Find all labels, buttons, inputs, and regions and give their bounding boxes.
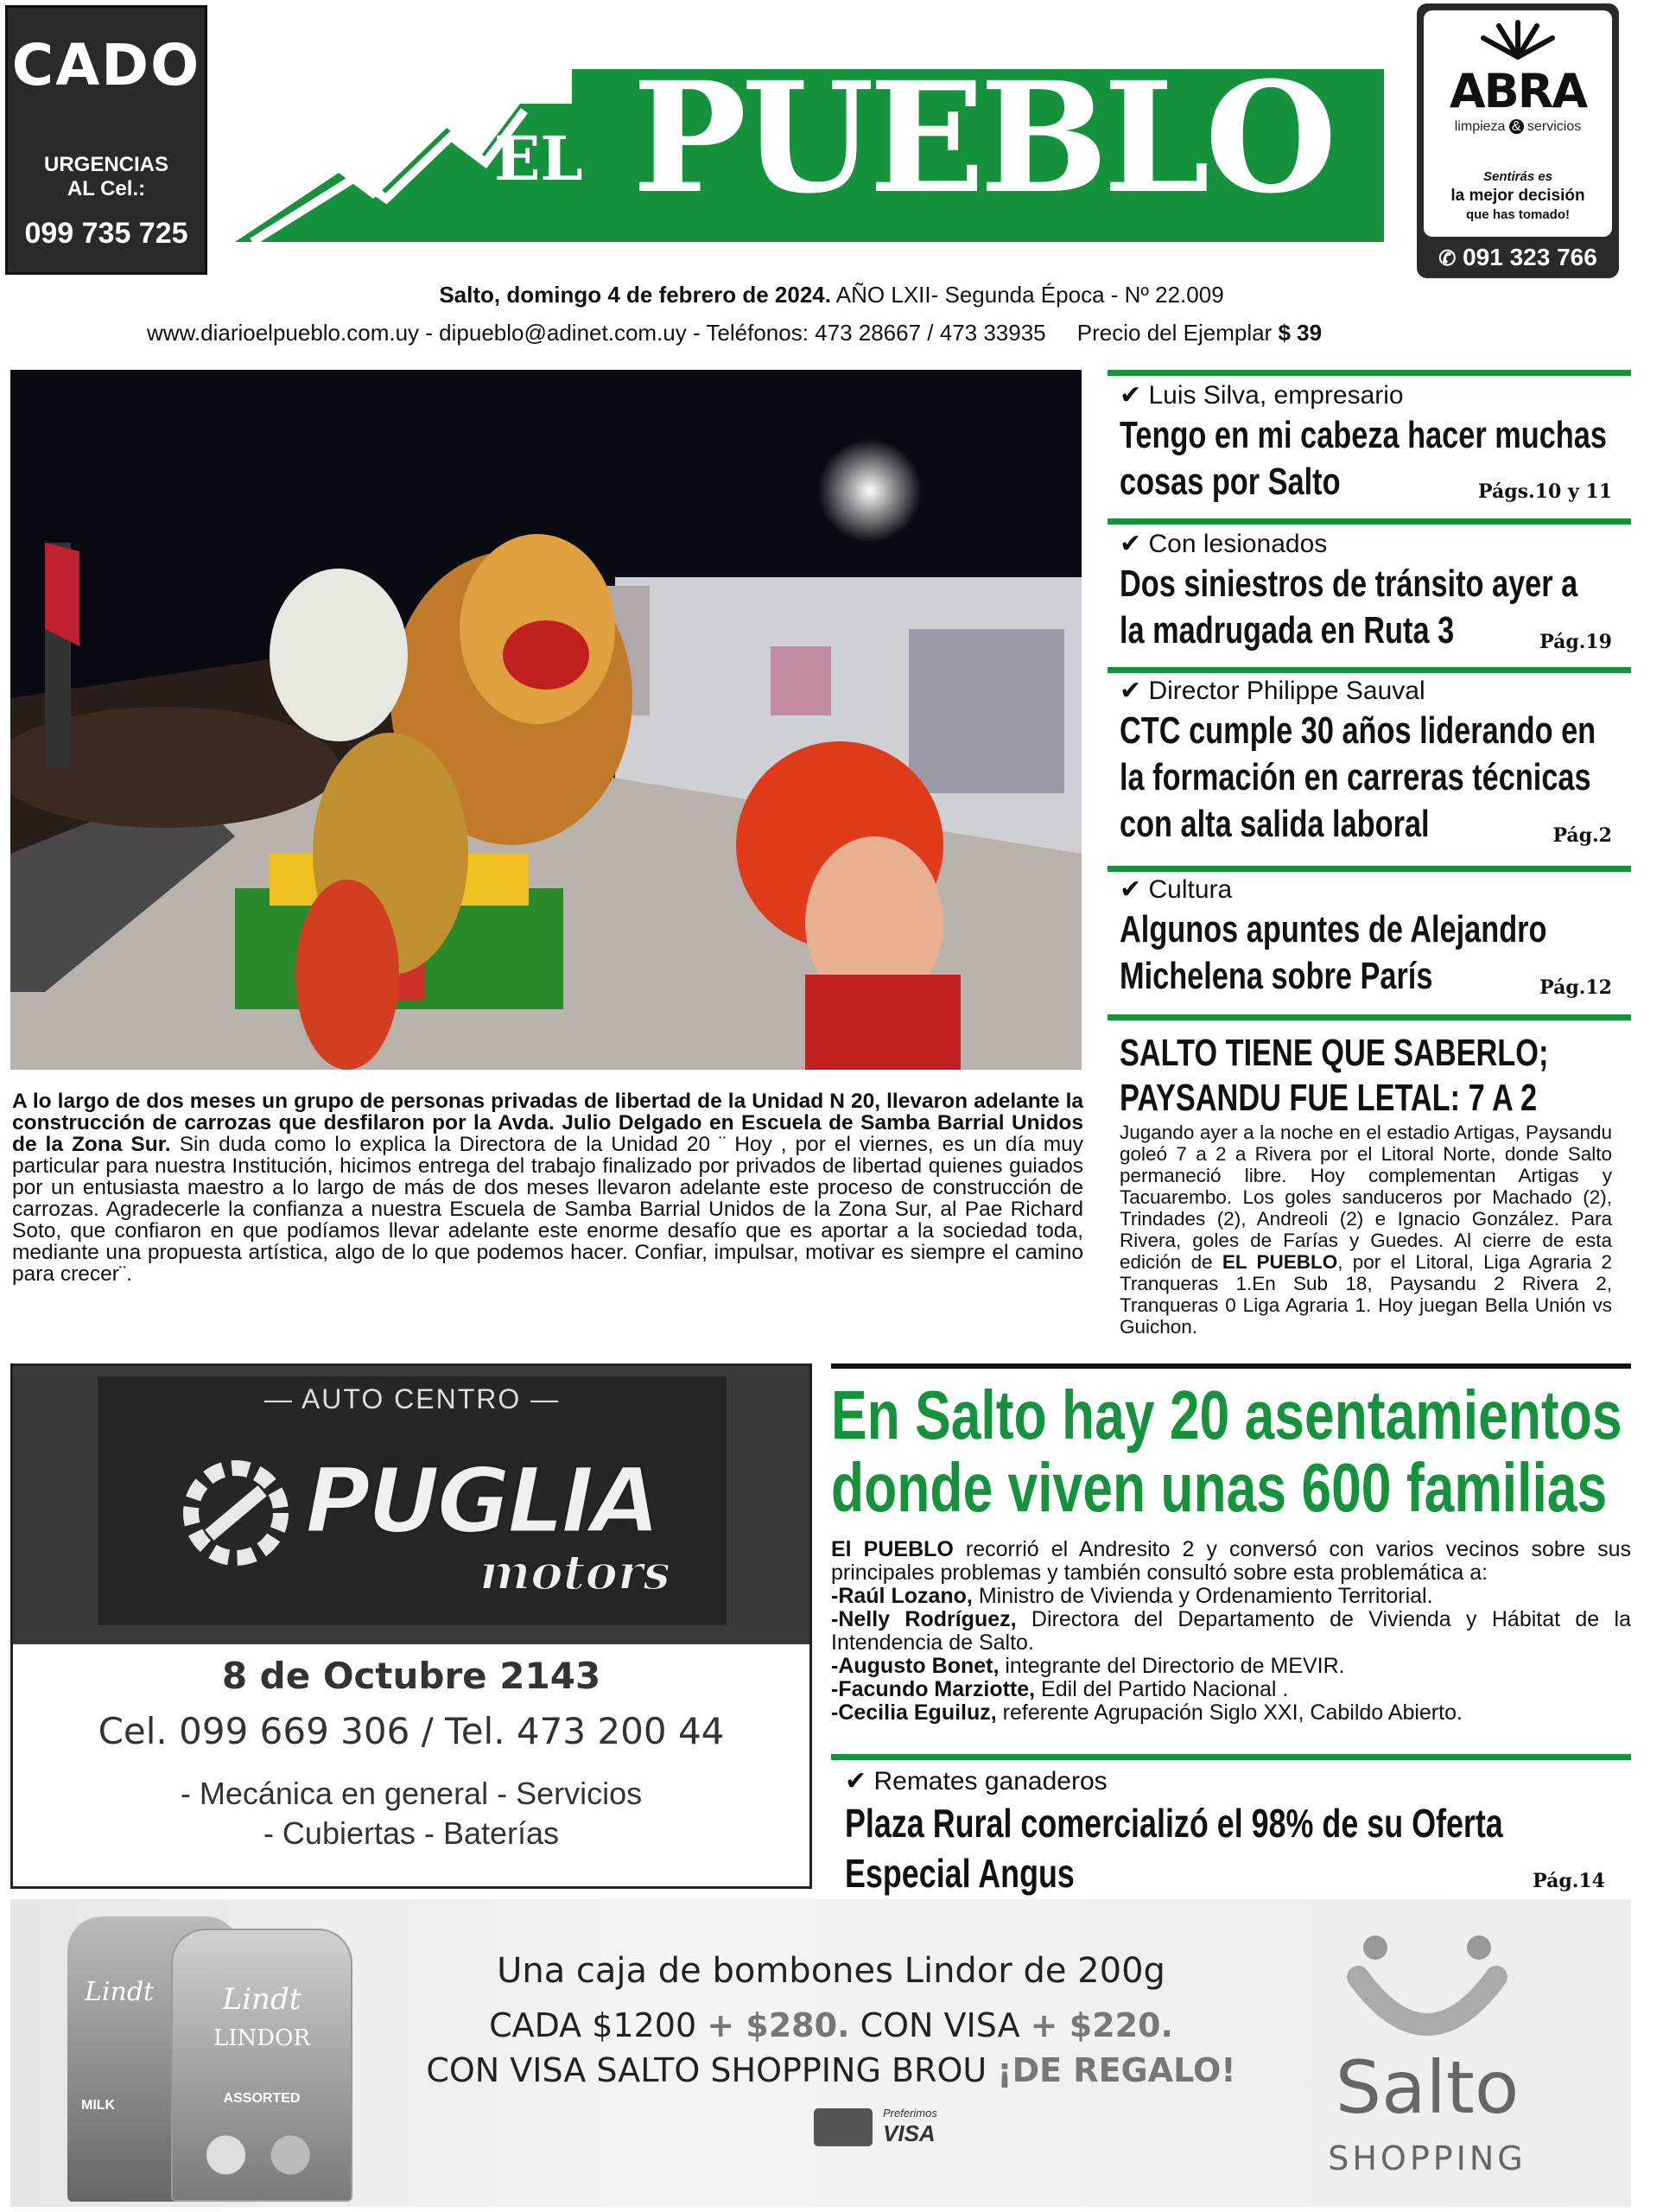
cado-al-cel: AL Cel.: [67,177,146,200]
abra-phone-row [1417,244,1619,271]
person-name: -Augusto Bonet, [831,1654,1000,1678]
remates-headline-line1: Plaza Rural comercializó el 98% de su Oferta [845,1801,1503,1846]
lindt-price-extra: + $280. [707,2006,850,2044]
sidebar-kicker: ✔ Director Philippe Sauval [1120,677,1425,705]
main-person [831,1608,1631,1655]
sidebar-headline-line1: Tengo en mi cabeza hacer muchas [1120,414,1607,456]
sidebar-kicker: ✔ Luis Silva, empresario [1120,381,1404,410]
sidebar-headline-line1: Algunos apuntes de Alejandro [1120,908,1547,950]
abra-logo: ABRA [1449,64,1587,118]
sports-body [1120,1122,1612,1338]
sidebar-headline-line2: la formación en carreras técnicas [1120,756,1591,798]
sports-story[interactable] [1120,1032,1612,1338]
abra-phone: 091 323 766 [1463,244,1597,270]
abra-tagline [1424,119,1612,135]
sidebar-headline-line1: CTC cumple 30 años liderando en [1120,709,1596,752]
abra-sun-icon [1475,17,1561,60]
person-role: integrante del Directorio de MEVIR. [999,1654,1345,1678]
lindt-line2 [390,2006,1272,2044]
lindt-offer: CON VISA SALTO SHOPPING BROU [426,2051,998,2089]
lindt-ad [10,1899,1631,2207]
sidebar-headline-line2: la madrugada en Ruta 3 [1120,609,1455,652]
card-visa: VISA [883,2120,936,2146]
contact-line [147,320,1495,346]
remates-kicker: ✔ Remates ganaderos [845,1767,1108,1796]
cado-ad [5,5,207,275]
dateline-date: Salto, domingo 4 de febrero de 2024. [439,282,831,308]
sidebar-rule-1 [1108,518,1631,524]
cado-logo: CADO [11,32,201,99]
abra-tagline-amp: & [1509,119,1524,134]
puglia-services1: - Mecánica en general - Servicios [180,1776,643,1811]
puglia-address: 8 de Octubre 2143 [221,1655,601,1697]
puglia-ad [10,1363,812,1889]
main-intro-bold: El PUEBLO [831,1537,954,1561]
sidebar-kicker: ✔ Con lesionados [1120,530,1328,558]
sidebar-page: Págs.10 y 11 [1478,480,1612,503]
sidebar-headline-line2: Michelena sobre París [1120,955,1433,997]
caption-body: Sin duda como lo explica la Directora de la Unidad 20 ¨ Hoy , por el viernes, es un día muy particular para nuestra Institución, hicimos entrega del trabajo finalizado por privados de libertad quienes guiados por un entusiasta maestro a lo largo de más de dos meses llevaron adelante este proceso de construcción de carrozas. Agradecerle la confianza a nuestra Escuela de Samba Barrial Unidos de la Zona Sur, al Pae Richard Soto, que confiaron en que podíamos llevar adelante este enorme desafío que es aportar a la sociedad toda, mediante una propuesta artística, algo de lo que podemos hacer. Confiar, impulsar, motivar es siempre el camino para crecer¨. [12,1133,1083,1286]
box-brand-front: Lindt [222,1982,301,2017]
sports-title-line1: SALTO TIENE QUE SABERLO; [1120,1032,1549,1074]
person-role: Edil del Partido Nacional . [1035,1677,1289,1701]
sports-title-line2: PAYSANDU FUE LETAL: 7 A 2 [1120,1077,1538,1119]
abra-ad [1417,3,1619,278]
sidebar-story-2[interactable] [1120,676,1612,866]
person-role: Directora del Departamento de Vivienda y Hábitat de la Intendencia de Salto. [831,1607,1631,1655]
caption-lead: A lo largo de dos meses un grupo de personas privadas de libertad de la Unidad N 20, llevaron adelante la construcción de carrozas que desfilaron por la Avda. Julio Delgado en Escuela de Samba Barrial Unidos de la Zona Sur. [12,1090,1083,1156]
sidebar-rule-2 [1108,667,1631,673]
cado-phone: 099 735 725 [24,217,188,250]
chocolate-balls [190,2120,333,2190]
abra-tagline-a: limpieza [1454,119,1506,134]
lindt-line1: Una caja de bombones Lindor de 200g [497,1951,1165,1991]
dateline [0,282,1663,308]
puglia-phones: Cel. 099 669 306 / Tel. 473 200 44 [98,1710,725,1752]
sep3 [1052,320,1071,346]
box-flavor-milk: MILK [81,2098,116,2113]
main-headline-line2: donde viven unas 600 familias [831,1449,1608,1526]
box-brand-back: Lindt [85,1977,155,2007]
person-name: -Raúl Lozano, [831,1584,973,1608]
main-intro-text: recorrió el Andresito 2 y conversó con varios vecinos sobre sus principales problemas y también consultó sobre esta problemática a: [831,1537,1631,1585]
sidebar-kicker: ✔ Cultura [1120,875,1233,904]
abra-tagline-b: servicios [1527,119,1582,134]
main-person [831,1655,1631,1678]
person-role: Ministro de Vivienda y Ordenamiento Territorial. [972,1584,1433,1608]
main-person [831,1701,1631,1725]
abra-slogan1: Sentirás es [1482,169,1553,184]
sidebar-page: Pág.2 [1552,824,1612,847]
main-story[interactable] [831,1376,1631,1725]
main-person [831,1585,1631,1608]
sports-body-a: Jugando ayer a la noche en el estadio Artigas, Paysandu goleó 7 a 2 a Rivera por el Litoral Norte, donde Salto permaneció libre. Hoy complementan Artigas y Tacuarembo. Los goles sanduceros por Machado (2), Trindades (2), Andreoli (2) e Ignacio González. Para Rivera, goles de Farías y Guedes. Al cierre de esta edición de [1120,1122,1612,1273]
person-role: referente Agrupación Siglo XXI, Cabildo Abierto. [996,1700,1463,1725]
sidebar-rule-0 [1108,370,1631,376]
sidebar-story-0[interactable] [1120,380,1612,518]
carnival-photo [10,370,1082,1070]
sep2: - [692,320,707,346]
puglia-auto-centro: — AUTO CENTRO — [263,1383,561,1414]
main-intro [831,1538,1631,1585]
lindt-gift: ¡DE REGALO! [997,2051,1236,2089]
lindt-visa-label: CON VISA [849,2006,1031,2044]
puglia-services2: - Cubiertas - Baterías [263,1815,560,1851]
remates-story[interactable] [845,1766,1605,1896]
abra-slogan3: que has tomado! [1465,207,1570,222]
puglia-logo: PUGLIA [305,1448,657,1554]
sidebar-story-1[interactable] [1120,529,1612,667]
abra-slogan2: la mejor decisión [1450,187,1585,205]
sidebar-page: Pág.19 [1539,631,1612,653]
photo-caption [12,1090,1083,1285]
sep1: - [425,320,440,346]
person-name: -Nelly Rodríguez, [831,1607,1017,1631]
main-headline-line1: En Salto hay 20 asentamientos [831,1376,1622,1453]
salto-shopping-logo-icon [1341,1934,1514,2046]
dateline-edition: AÑO LXII- Segunda Época - Nº 22.009 [831,282,1224,308]
puglia-logo-motors: motors [479,1544,670,1601]
masthead-pueblo: PUEBLO [632,48,1332,227]
sidebar-headline-line2: cosas por Salto [1120,461,1341,503]
remates-headline-line2: Especial Angus [845,1851,1075,1896]
sidebar-story-3[interactable] [1120,874,1612,1013]
main-story-rule [831,1363,1631,1369]
lindt-price: CADA $1200 [489,2006,708,2044]
lindt-line3 [390,2051,1272,2089]
masthead [235,48,1384,242]
contact-phones: Teléfonos: 473 28667 / 473 33935 [706,320,1046,346]
salto-shopping-name: Salto [1335,2045,1520,2130]
contact-email[interactable]: dipueblo@adinet.com.uy [439,320,687,346]
visa-card-icon [814,2108,873,2146]
remates-rule [831,1754,1631,1760]
person-name: -Cecilia Eguiluz, [831,1700,997,1725]
person-name: -Facundo Marziotte, [831,1677,1036,1701]
salto-shopping-sub: SHOPPING [1328,2139,1527,2177]
card-label: Preferimos [883,2107,937,2120]
remates-page: Pág.14 [1533,1870,1605,1892]
lindt-visa-extra: + $220. [1030,2006,1173,2044]
sidebar-rule-3 [1108,866,1631,872]
sidebar-headline-line3: con alta salida laboral [1120,803,1430,845]
price-label: Precio del Ejemplar [1076,320,1273,346]
contact-web[interactable]: www.diarioelpueblo.com.uy [147,320,420,346]
cado-urgencias: URGENCIAS [43,153,168,176]
box-flavor-assorted: ASSORTED [223,2091,301,2106]
box-name: LINDOR [213,2025,311,2051]
lindor-box-front [171,1929,352,2202]
whatsapp-icon: ✆ [1438,247,1457,270]
main-person [831,1678,1631,1701]
price-value: $ 39 [1278,320,1323,346]
sidebar-rule-4 [1108,1014,1631,1020]
sports-body-b: , por el Litoral, Liga Agraria 2 Tranqueras 1.En Sub 18, Paysandu 2 Rivera 2, Tranqueras 0 Liga Agraria 1. Hoy juegan Bella Unión vs Guichon. [1120,1251,1612,1338]
masthead-el: EL [494,123,583,194]
sidebar-headline-line1: Dos siniestros de tránsito ayer a [1120,563,1578,605]
sidebar-page: Pág.12 [1539,976,1612,999]
abra-inner [1424,10,1612,237]
carnival-photo-illustration [10,370,1082,1070]
sports-body-bold: EL PUEBLO [1222,1251,1338,1273]
gear-wrench-icon [175,1452,296,1573]
